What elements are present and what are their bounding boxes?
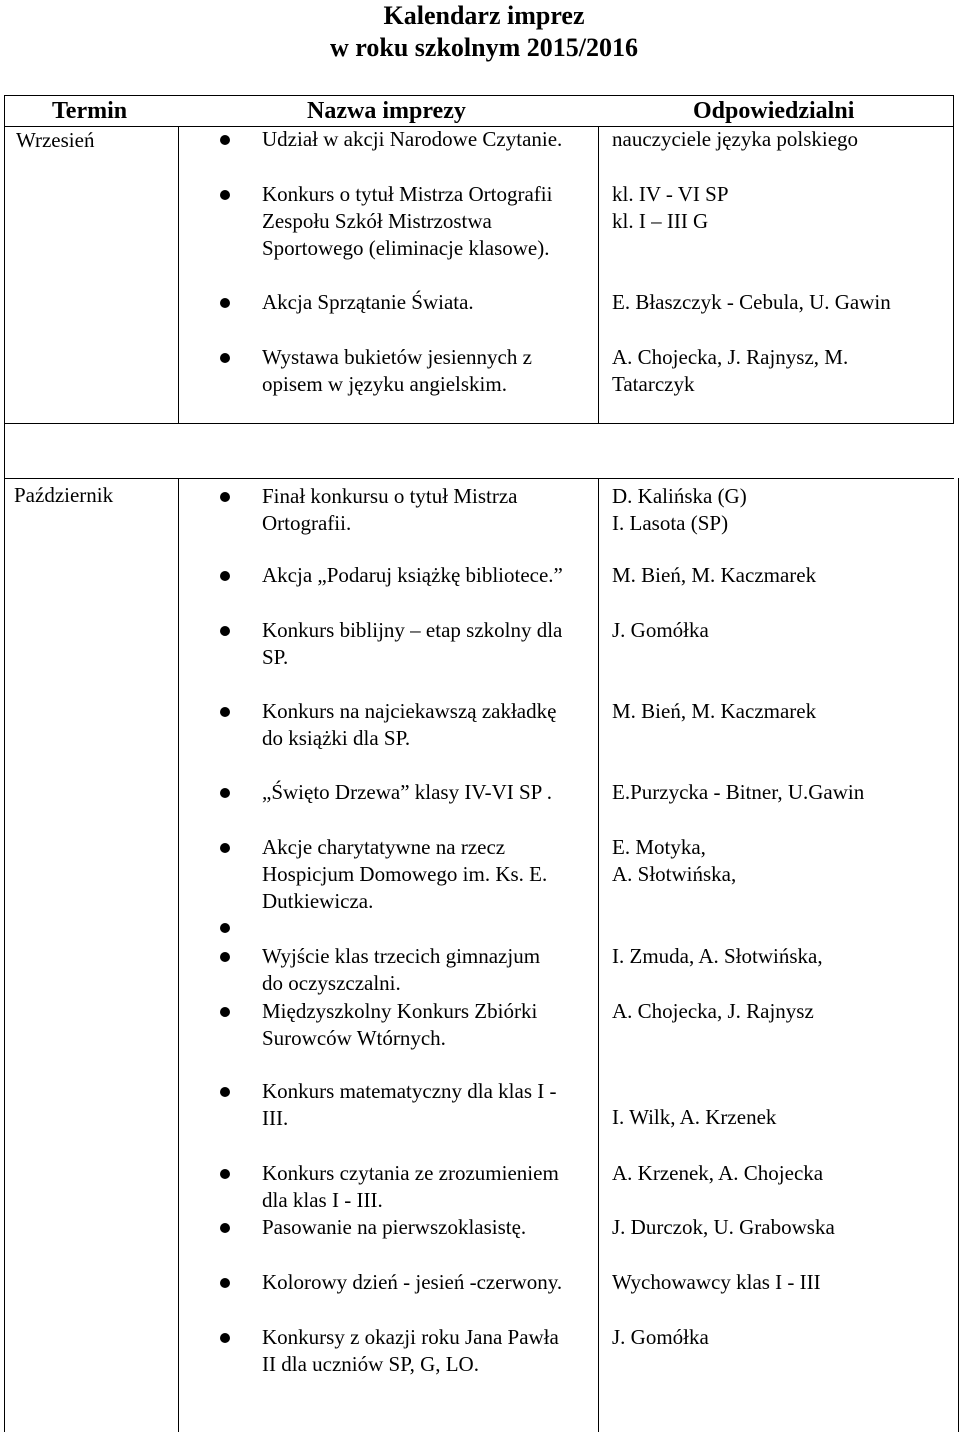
event-name-line: Surowców Wtórnych. — [262, 1026, 446, 1050]
header-termin: Termin — [52, 98, 128, 124]
section-divider — [4, 478, 954, 479]
responsible-line: kl. I – III G — [612, 209, 709, 233]
event-name — [262, 617, 598, 671]
responsible-line: J. Gomółka — [612, 618, 709, 642]
responsible-line: J. Gomółka — [612, 1325, 709, 1349]
responsible-line: M. Bień, M. Kaczmarek — [612, 699, 817, 723]
event-name-line: Zespołu Szkół Mistrzostwa — [262, 209, 492, 233]
event-name — [262, 483, 598, 537]
bullet-icon — [220, 788, 230, 798]
responsible-persons — [612, 181, 729, 235]
responsible-line: A. Chojecka, J. Rajnysz, M. — [612, 345, 849, 369]
event-name — [262, 126, 598, 153]
column-divider — [598, 127, 599, 423]
month-label: Październik — [14, 483, 114, 507]
bullet-icon — [220, 353, 230, 363]
responsible-persons — [612, 562, 816, 589]
event-name-line: Wystawa bukietów jesiennych z — [262, 345, 532, 369]
responsible-line: I. Zmuda, A. Słotwińska, — [612, 944, 823, 968]
responsible-persons — [612, 344, 848, 398]
column-divider — [178, 127, 179, 423]
event-name — [262, 998, 598, 1052]
event-name — [262, 181, 598, 262]
event-name-line: Akcje charytatywne na rzecz — [262, 835, 506, 859]
event-name-line: „Święto Drzewa” klasy IV-VI SP . — [262, 780, 553, 804]
bullet-icon — [220, 707, 230, 717]
document-title: Kalendarz imprez — [383, 1, 585, 30]
bullet-icon — [220, 1007, 230, 1017]
responsible-line: M. Bień, M. Kaczmarek — [612, 563, 817, 587]
header-odpowiedzialni: Odpowiedzialni — [693, 98, 855, 124]
event-name-line: Akcja Sprzątanie Świata. — [262, 290, 474, 314]
responsible-line: A. Krzenek, A. Chojecka — [612, 1161, 824, 1185]
event-name-line: Konkurs matematyczny dla klas I - — [262, 1079, 557, 1103]
event-name — [262, 562, 598, 589]
responsible-line: Wychowawcy klas I - III — [612, 1270, 821, 1294]
table-right-border — [953, 95, 954, 424]
table-left-border — [4, 95, 5, 1432]
event-name-line: do oczyszczalni. — [262, 971, 401, 995]
responsible-persons — [612, 779, 864, 806]
responsible-persons — [612, 1104, 776, 1131]
responsible-line: D. Kalińska (G) — [612, 484, 747, 508]
responsible-line: I. Wilk, A. Krzenek — [612, 1105, 777, 1129]
event-name-line: Konkurs na najciekawszą zakładkę — [262, 699, 557, 723]
bullet-icon — [220, 571, 230, 581]
section-divider — [4, 423, 954, 424]
bullet-icon — [220, 135, 230, 145]
event-name-line: II dla uczniów SP, G, LO. — [262, 1352, 479, 1376]
event-name — [262, 1160, 598, 1214]
event-name-line: Konkurs o tytuł Mistrza Ortografii — [262, 182, 553, 206]
event-name — [262, 943, 598, 997]
header-nazwa-imprezy: Nazwa imprezy — [307, 98, 466, 124]
responsible-persons — [612, 943, 823, 970]
bullet-icon — [220, 190, 230, 200]
responsible-persons — [612, 617, 709, 644]
event-name — [262, 698, 598, 752]
responsible-line: E.Purzycka - Bitner, U.Gawin — [612, 780, 865, 804]
bullet-icon — [220, 1087, 230, 1097]
event-name — [262, 344, 598, 398]
event-name-line: Międzyszkolny Konkurs Zbiórki — [262, 999, 538, 1023]
event-name-line: do książki dla SP. — [262, 726, 411, 750]
event-name — [262, 834, 598, 915]
event-name-line: Konkurs biblijny – etap szkolny dla — [262, 618, 563, 642]
responsible-persons — [612, 126, 858, 153]
event-name-line: SP. — [262, 645, 289, 669]
bullet-icon — [220, 1278, 230, 1288]
event-name — [262, 1269, 598, 1296]
event-name-line: Sportowego (eliminacje klasowe). — [262, 236, 550, 260]
event-name — [262, 779, 598, 806]
event-name-line: opisem w języku angielskim. — [262, 372, 507, 396]
responsible-line: E. Motyka, — [612, 835, 706, 859]
responsible-line: I. Lasota (SP) — [612, 511, 729, 535]
bullet-icon — [220, 952, 230, 962]
event-name — [262, 289, 598, 316]
event-name-line: Finał konkursu o tytuł Mistrza — [262, 484, 518, 508]
event-name-line: Dutkiewicza. — [262, 889, 374, 913]
event-name-line: Kolorowy dzień - jesień -czerwony. — [262, 1270, 563, 1294]
responsible-persons — [612, 1269, 821, 1296]
responsible-persons — [612, 1160, 823, 1187]
column-divider — [178, 478, 179, 1432]
event-name-line: Hospicjum Domowego im. Ks. E. — [262, 862, 548, 886]
bullet-icon — [220, 843, 230, 853]
responsible-persons — [612, 1214, 835, 1241]
event-name-line: dla klas I - III. — [262, 1188, 383, 1212]
bullet-icon — [220, 298, 230, 308]
bullet-icon — [220, 1223, 230, 1233]
event-name — [262, 1214, 598, 1241]
bullet-icon — [220, 626, 230, 636]
bullet-icon — [220, 1333, 230, 1343]
event-name-line: Konkursy z okazji roku Jana Pawła — [262, 1325, 559, 1349]
event-name — [262, 1078, 598, 1132]
event-name-line: III. — [262, 1106, 289, 1130]
event-name-line: Akcja „Podaruj książkę bibliotece.” — [262, 563, 563, 587]
event-name-line: Konkurs czytania ze zrozumieniem — [262, 1161, 559, 1185]
bullet-icon — [220, 1169, 230, 1179]
month-label: Wrzesień — [16, 128, 95, 152]
responsible-line: Tatarczyk — [612, 372, 695, 396]
responsible-persons — [612, 289, 891, 316]
responsible-persons — [612, 698, 816, 725]
responsible-persons — [612, 834, 736, 888]
table-right-border — [958, 478, 959, 1432]
event-name-line: Udział w akcji Narodowe Czytanie. — [262, 127, 563, 151]
responsible-persons — [612, 998, 814, 1025]
event-name-line: Ortografii. — [262, 511, 352, 535]
event-name — [262, 1324, 598, 1378]
responsible-persons — [612, 1324, 709, 1351]
event-name-line: Wyjście klas trzecich gimnazjum — [262, 944, 541, 968]
responsible-line: kl. IV - VI SP — [612, 182, 729, 206]
column-divider — [598, 478, 599, 1432]
event-name-line: Pasowanie na pierwszoklasistę. — [262, 1215, 527, 1239]
responsible-line: A. Słotwińska, — [612, 862, 737, 886]
document-subtitle: w roku szkolnym 2015/2016 — [330, 33, 638, 62]
bullet-icon — [220, 492, 230, 502]
responsible-line: J. Durczok, U. Grabowska — [612, 1215, 835, 1239]
bullet-icon — [220, 923, 230, 933]
responsible-line: A. Chojecka, J. Rajnysz — [612, 999, 814, 1023]
responsible-line: E. Błaszczyk - Cebula, U. Gawin — [612, 290, 891, 314]
responsible-line: nauczyciele języka polskiego — [612, 127, 859, 151]
responsible-persons — [612, 483, 747, 537]
